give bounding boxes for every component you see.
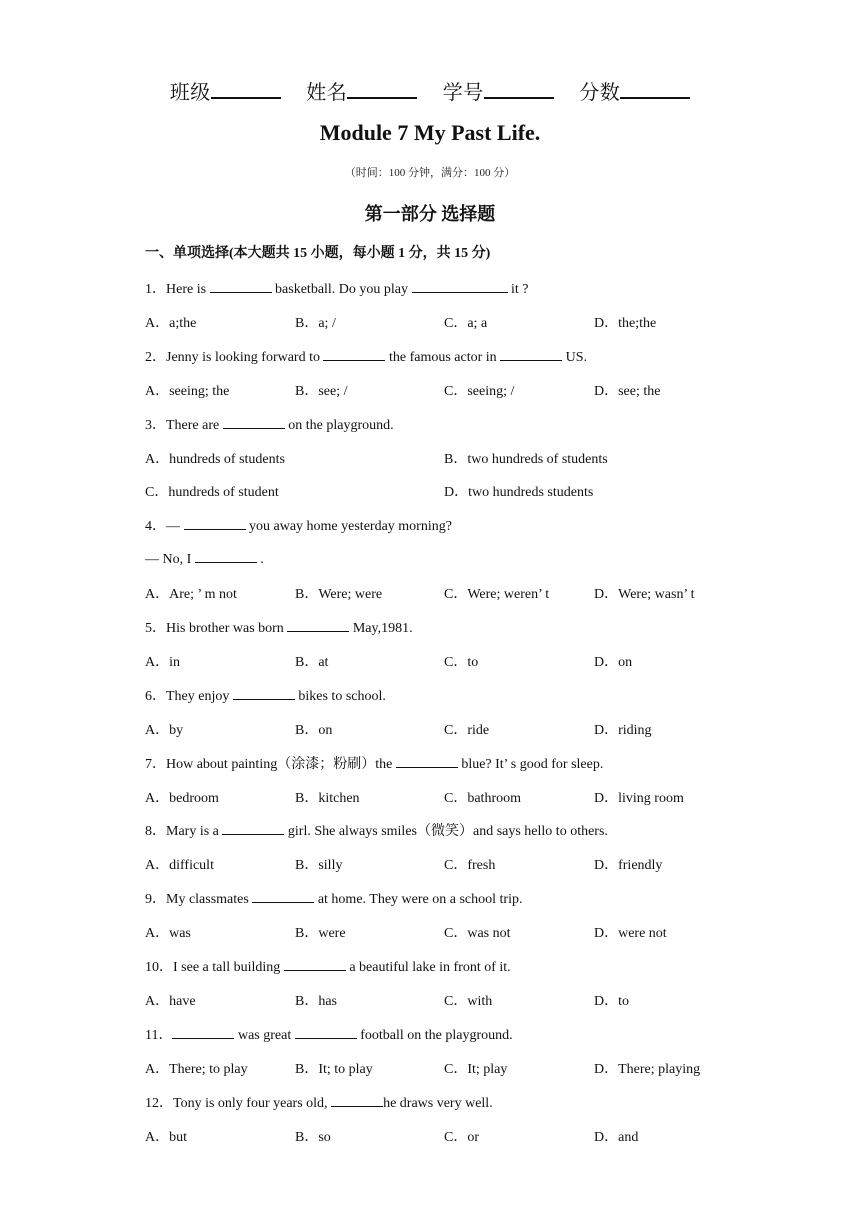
answer-option[interactable]: C．a; a: [444, 315, 488, 331]
answer-blank[interactable]: [233, 686, 295, 700]
stem-text: May,1981.: [349, 621, 413, 636]
stem-text: at home. They were on a school trip.: [314, 892, 523, 908]
stem-text: football on the playground.: [356, 1027, 513, 1043]
answer-option[interactable]: C．bathroom: [444, 790, 521, 806]
stem-text: 9．My classmates: [145, 892, 253, 908]
answer-blank[interactable]: [184, 516, 246, 530]
stem-text: it ?: [507, 282, 529, 297]
answer-option[interactable]: B．on: [295, 722, 333, 738]
answer-option[interactable]: C．fresh: [444, 858, 496, 874]
student-info-line: [0, 76, 860, 105]
answer-blank[interactable]: [500, 347, 562, 361]
exam-time-info: （时间：100 分钟，满分：100 分）: [344, 167, 516, 179]
answer-option[interactable]: D．friendly: [594, 858, 663, 874]
stem-text: 1．Here is: [145, 282, 210, 297]
answer-option[interactable]: D．the;the: [594, 315, 657, 331]
answer-blank[interactable]: [210, 279, 272, 293]
question-stem: [145, 753, 603, 773]
section-title: 一、单项选择(本大题共 15 小题，每小题 1 分，共 15 分): [145, 246, 491, 261]
answer-option[interactable]: B．It; to play: [295, 1061, 373, 1077]
answer-option[interactable]: B．two hundreds of students: [444, 451, 608, 467]
question-stem: [145, 956, 511, 976]
class-label: 班级: [169, 82, 211, 104]
question-stem: [145, 346, 587, 366]
answer-option[interactable]: D．riding: [594, 722, 652, 738]
question-stem: [145, 278, 529, 298]
stem-text: 4．—: [145, 519, 184, 535]
answer-option[interactable]: A．There; to play: [145, 1061, 248, 1077]
answer-option[interactable]: C．was not: [444, 926, 511, 942]
answer-option[interactable]: B．has: [295, 993, 337, 1009]
answer-option[interactable]: D．two hundreds students: [444, 485, 594, 501]
answer-blank[interactable]: [172, 1025, 234, 1039]
answer-option[interactable]: B．Were; were: [295, 587, 383, 603]
answer-option[interactable]: A．difficult: [145, 858, 214, 874]
student-number-field: [443, 76, 554, 105]
question-stem: [145, 888, 522, 908]
question-stem: [145, 685, 386, 705]
stem-text: was great: [234, 1027, 295, 1043]
score-field: [579, 76, 690, 105]
stem-text: — No, I: [145, 552, 195, 568]
answer-option[interactable]: B．were: [295, 926, 346, 942]
name-blank: [347, 81, 417, 99]
answer-blank[interactable]: [396, 754, 458, 768]
score-label: 分数: [579, 82, 621, 104]
answer-blank[interactable]: [223, 415, 285, 429]
class-blank: [211, 81, 281, 99]
answer-option[interactable]: A．in: [145, 654, 180, 670]
answer-option[interactable]: D．see; the: [594, 383, 661, 399]
stem-text: he draws very well.: [383, 1095, 493, 1111]
score-blank: [620, 81, 690, 99]
stem-text: 2．Jenny is looking forward to: [145, 349, 324, 365]
stem-text: 3．There are: [145, 417, 223, 433]
answer-option[interactable]: B．so: [295, 1129, 331, 1145]
answer-blank[interactable]: [195, 549, 257, 563]
answer-option[interactable]: B．a; /: [295, 315, 336, 331]
stem-text: bikes to school.: [294, 688, 386, 704]
answer-option[interactable]: D．to: [594, 993, 629, 1009]
answer-option[interactable]: C．or: [444, 1129, 479, 1145]
stem-text: .: [256, 552, 264, 568]
question-stem: [145, 1024, 513, 1044]
question-stem: [145, 820, 608, 840]
answer-option[interactable]: B．kitchen: [295, 790, 360, 806]
answer-option[interactable]: C．It; play: [444, 1061, 508, 1077]
answer-blank[interactable]: [323, 347, 385, 361]
answer-option[interactable]: D．were not: [594, 926, 667, 942]
answer-blank[interactable]: [284, 957, 346, 971]
stem-text: the famous actor in: [385, 349, 501, 365]
answer-option[interactable]: A．a;the: [145, 315, 197, 331]
answer-blank[interactable]: [295, 1025, 357, 1039]
answer-option[interactable]: A．bedroom: [145, 790, 219, 806]
question-stem: [145, 1092, 493, 1112]
stem-text: you away home yesterday morning?: [245, 519, 452, 535]
answer-option[interactable]: A．seeing; the: [145, 383, 230, 399]
answer-option[interactable]: C．ride: [444, 722, 490, 738]
answer-option[interactable]: A．have: [145, 993, 196, 1009]
answer-option[interactable]: B．at: [295, 654, 329, 670]
stem-text: a beautiful lake in front of it.: [345, 960, 511, 975]
answer-option[interactable]: C．Were; weren’ t: [444, 587, 550, 603]
answer-blank[interactable]: [252, 889, 314, 903]
stem-text: basketball. Do you play: [271, 282, 412, 297]
class-field: [170, 76, 281, 105]
answer-option[interactable]: A．by: [145, 722, 184, 738]
answer-blank[interactable]: [222, 821, 284, 835]
answer-option[interactable]: D．There; playing: [594, 1061, 701, 1077]
stem-text: US.: [562, 349, 588, 365]
stem-text: girl. She always smiles（微笑）and says hello to others.: [284, 824, 608, 840]
stem-text: 12．Tony is only four years old,: [145, 1095, 332, 1111]
name-field: [306, 76, 417, 105]
answer-option[interactable]: B．silly: [295, 858, 343, 874]
answer-option[interactable]: C．with: [444, 993, 493, 1009]
answer-option[interactable]: A．hundreds of students: [145, 451, 285, 467]
answer-option[interactable]: B．see; /: [295, 383, 348, 399]
stem-text: 7．How about painting（涂漆；粉刷）the: [145, 756, 396, 772]
answer-option[interactable]: D．living room: [594, 790, 684, 806]
answer-option[interactable]: C．to: [444, 654, 479, 670]
part-title: 第一部分 选择题: [364, 204, 496, 224]
page-title: Module 7 My Past Life.: [319, 120, 541, 145]
answer-option[interactable]: C．hundreds of student: [145, 485, 279, 501]
question-stem-continued: [145, 549, 264, 568]
answer-option[interactable]: D．Were; wasn’ t: [594, 587, 695, 603]
stem-text: 11．: [145, 1027, 173, 1043]
answer-option[interactable]: D．and: [594, 1129, 639, 1145]
answer-blank[interactable]: [331, 1093, 383, 1107]
name-label: 姓名: [306, 82, 348, 104]
question-stem: [145, 515, 452, 535]
answer-option[interactable]: A．but: [145, 1129, 187, 1145]
student-number-blank: [484, 81, 554, 99]
answer-option[interactable]: A．was: [145, 926, 191, 942]
stem-text: on the playground.: [284, 417, 394, 433]
answer-option[interactable]: D．on: [594, 654, 633, 670]
answer-blank[interactable]: [287, 618, 349, 632]
stem-text: 6．They enjoy: [145, 688, 233, 704]
stem-text: 10．I see a tall building: [145, 960, 284, 975]
answer-blank[interactable]: [412, 279, 508, 293]
student-number-label: 学号: [442, 82, 484, 104]
answer-option[interactable]: C．seeing; /: [444, 383, 515, 399]
question-stem: [145, 617, 413, 637]
question-stem: [145, 414, 394, 434]
stem-text: 8．Mary is a: [145, 824, 223, 840]
answer-option[interactable]: A．Are; ’ m not: [145, 587, 237, 603]
stem-text: 5．His brother was born: [145, 621, 288, 636]
stem-text: blue? It’ s good for sleep.: [457, 756, 604, 772]
